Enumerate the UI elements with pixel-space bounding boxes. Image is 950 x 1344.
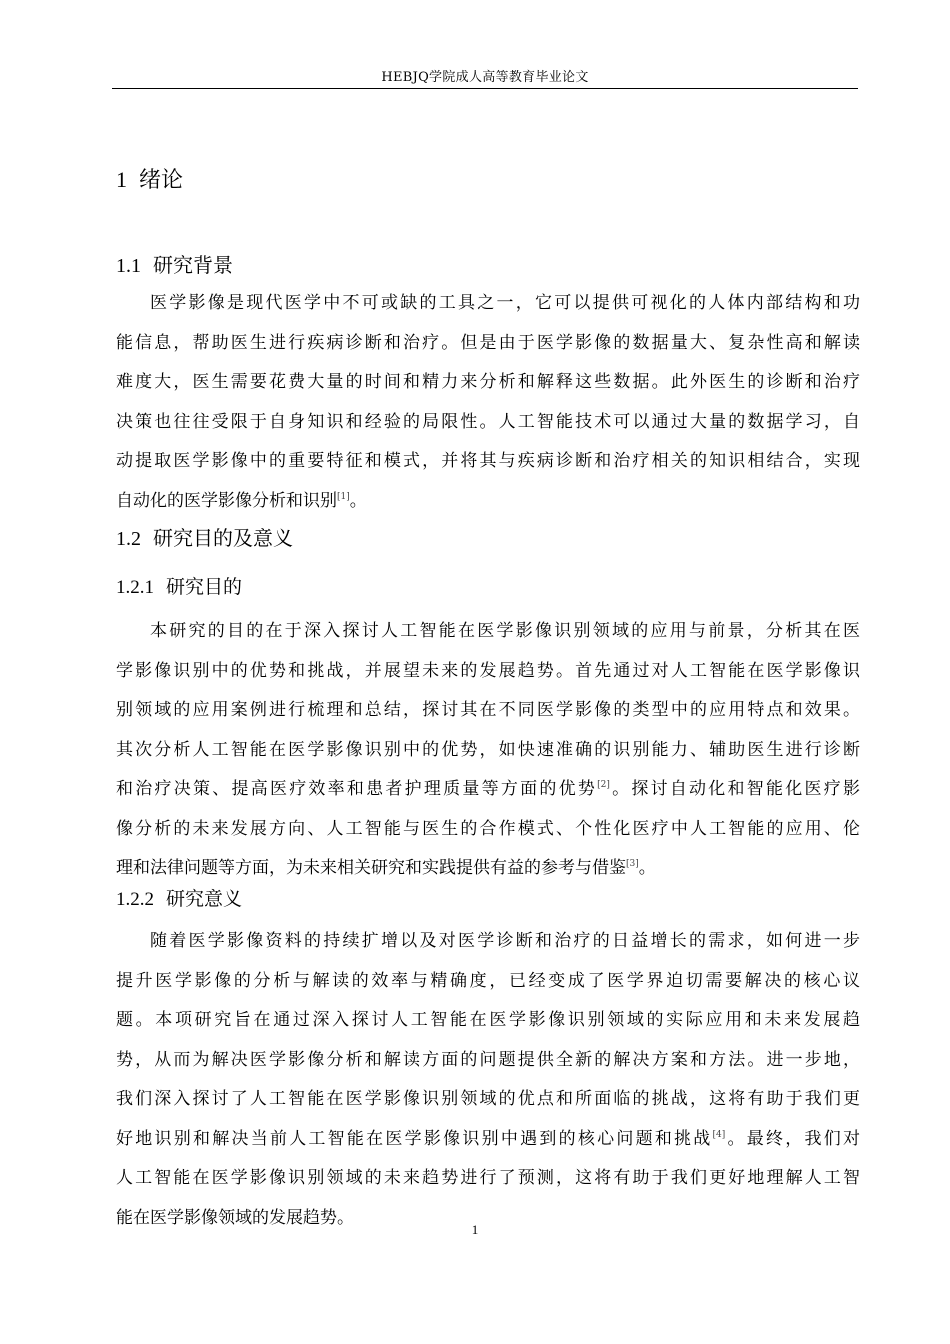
section-number: 1.1 — [116, 255, 141, 277]
subsection-heading-1-2-1 — [116, 572, 242, 599]
chapter-title: 绪论 — [139, 168, 184, 193]
section-title: 研究目的及意义 — [153, 526, 293, 550]
subsection-heading-1-2-2 — [116, 884, 242, 911]
text-line — [116, 770, 860, 810]
section-heading-1-1 — [116, 249, 233, 278]
citation-marker: [2] — [597, 780, 610, 790]
text-line: 提升医学影像的分析与解读的效率与精确度，已经变成了医学界迫切需要解决的核心议 — [116, 970, 860, 991]
text-line: 医学影像是现代医学中不可或缺的工具之一，它可以提供可视化的人体内部结构和功 — [150, 293, 860, 313]
text-line: 我们深入探讨了人工智能在医学影像识别领域的优点和所面临的挑战，这将有助于我们更 — [116, 1089, 860, 1109]
paragraph-purpose — [116, 612, 860, 889]
text-line: 其次分析人工智能在医学影像识别中的优势，如快速准确的识别能力、辅助医生进行诊断 — [116, 739, 860, 760]
text-span: 好地识别和解决当前人工智能在医学影像识别中遇到的核心问题和挑战 — [116, 1128, 713, 1149]
text-line: 势，从而为解决医学影像分析和解读方面的问题提供全新的解决方案和方法。进一步地， — [116, 1049, 860, 1070]
header-divider — [112, 88, 858, 89]
text-line: 动提取医学影像中的重要特征和模式，并将其与疾病诊断和治疗相关的知识相结合，实现 — [116, 451, 860, 471]
citation-marker: [3] — [626, 859, 639, 869]
text-span: 理和法律问题等方面，为未来相关研究和实践提供有益的参考与借鉴 — [116, 858, 626, 878]
section-title: 研究背景 — [153, 253, 233, 277]
subsection-number: 1.2.1 — [116, 577, 154, 598]
chapter-number: 1 — [116, 167, 127, 192]
text-line: 像分析的未来发展方向、人工智能与医生的合作模式、个性化医疗中人工智能的应用、伦 — [116, 818, 860, 839]
chapter-heading — [116, 163, 183, 194]
text-span: 自动化的医学影像分析和识别 — [116, 490, 337, 511]
text-span: 。最终，我们对 — [725, 1128, 861, 1149]
page-header-title: HEBJQ学院成人高等教育毕业论文 — [381, 70, 589, 85]
text-line: 随着医学影像资料的持续扩增以及对医学诊断和治疗的日益增长的需求，如何进一步 — [150, 931, 860, 951]
paragraph-significance — [116, 922, 860, 1238]
text-line: 学影像识别中的优势和挑战，并展望未来的发展趋势。首先通过对人工智能在医学影像识 — [116, 660, 860, 681]
text-line: 题。本项研究旨在通过深入探讨人工智能在医学影像识别领域的实际应用和未来发展趋 — [116, 1010, 860, 1030]
text-line: 人工智能在医学影像识别领域的未来趋势进行了预测，这将有助于我们更好地理解人工智 — [116, 1168, 860, 1188]
text-span: 和治疗决策、提高医疗效率和患者护理质量等方面的优势 — [116, 779, 598, 799]
subsection-title: 研究意义 — [166, 888, 243, 910]
text-line — [116, 482, 860, 522]
subsection-number: 1.2.2 — [116, 889, 154, 910]
text-line: 本研究的目的在于深入探讨人工智能在医学影像识别领域的应用与前景，分析其在医 — [150, 621, 860, 641]
paragraph-background — [116, 284, 860, 521]
text-span: 。 — [638, 858, 656, 878]
text-line: 能信息，帮助医生进行疾病诊断和治疗。但是由于医学影像的数据量大、复杂性高和解读 — [116, 332, 860, 353]
text-line: 能在医学影像领域的发展趋势。 — [116, 1207, 354, 1228]
text-span: 。探讨自动化和智能化医疗影 — [609, 779, 861, 799]
section-number: 1.2 — [116, 528, 141, 550]
text-line — [116, 1120, 860, 1160]
page-number: 1 — [471, 1222, 479, 1237]
text-line: 别领域的应用案例进行梳理和总结，探讨其在不同医学影像的类型中的应用特点和效果。 — [116, 700, 860, 720]
text-line — [116, 849, 860, 889]
section-heading-1-2 — [116, 522, 293, 551]
text-line: 决策也往往受限于自身知识和经验的局限性。人工智能技术可以通过大量的数据学习，自 — [116, 411, 860, 432]
text-span: 。 — [349, 490, 367, 511]
text-line: 难度大，医生需要花费大量的时间和精力来分析和解释这些数据。此外医生的诊断和治疗 — [116, 372, 860, 392]
citation-marker: [4] — [712, 1129, 726, 1140]
subsection-title: 研究目的 — [166, 576, 243, 598]
citation-marker: [1] — [337, 491, 350, 502]
